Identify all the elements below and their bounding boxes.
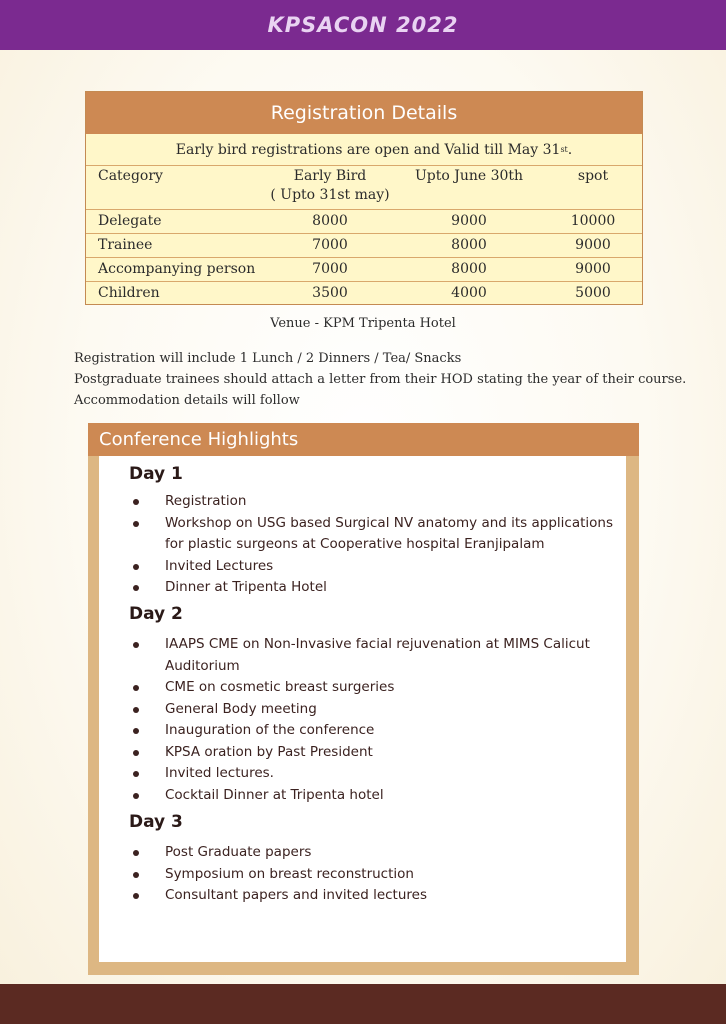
row-category: Accompanying person	[86, 258, 266, 282]
bullet-icon	[133, 564, 139, 570]
row-june: 8000	[394, 258, 544, 282]
list-item-text: Post Graduate papers	[165, 844, 312, 860]
list-item-continuation	[131, 534, 625, 556]
list-item	[131, 699, 625, 721]
bullet-icon	[133, 850, 139, 856]
day-3-heading: Day 3	[129, 812, 183, 832]
bullet-icon	[133, 685, 139, 691]
list-item	[131, 742, 625, 764]
bullet-icon	[133, 499, 139, 505]
row-june: 8000	[394, 234, 544, 258]
registration-fee-table	[86, 166, 642, 305]
top-banner	[0, 0, 726, 50]
day-2-list	[131, 634, 625, 806]
registration-notes	[74, 348, 714, 411]
registration-details-box	[85, 91, 643, 305]
list-item-text: Inauguration of the conference	[165, 722, 375, 738]
list-item	[131, 513, 625, 535]
row-june: 9000	[394, 210, 544, 234]
list-item	[131, 634, 625, 656]
row-spot: 5000	[575, 285, 611, 301]
registration-title: Registration Details	[86, 92, 642, 134]
list-item-text: Invited Lectures	[165, 557, 274, 574]
list-item	[131, 763, 625, 785]
day-2-heading: Day 2	[129, 604, 183, 624]
list-item-text: Auditorium	[165, 657, 240, 674]
early-bird-note	[86, 134, 642, 166]
early-bird-note-text: Early bird registrations are open and Valid till May 31	[175, 141, 561, 158]
list-item	[131, 677, 625, 699]
col-category: Category	[86, 166, 266, 210]
table-header-row	[86, 166, 642, 210]
row-spot: 10000	[544, 210, 642, 234]
bullet-icon	[133, 750, 139, 756]
col-spot: spot	[544, 166, 642, 210]
list-item-continuation	[131, 656, 625, 678]
row-early: 7000	[266, 258, 394, 282]
bottom-banner	[0, 984, 726, 1024]
col-upto-june: Upto June 30th	[394, 166, 544, 210]
highlights-title: Conference Highlights	[88, 423, 639, 456]
note-line: Postgraduate trainees should attach a letter from their HOD stating the year of their course.	[74, 372, 687, 387]
day-1-heading: Day 1	[129, 464, 183, 484]
list-item-text: Symposium on breast reconstruction	[165, 865, 414, 882]
bullet-icon	[133, 872, 139, 878]
row-june: 4000	[451, 285, 487, 301]
bullet-icon	[133, 642, 139, 648]
bullet-icon	[133, 707, 139, 713]
day-3-list	[131, 842, 625, 907]
event-title: KPSACON 2022	[267, 13, 459, 37]
highlights-content	[99, 456, 626, 962]
table-row	[86, 234, 642, 258]
list-item-text: IAAPS CME on Non-Invasive facial rejuvenation at MIMS Calicut	[165, 636, 590, 652]
col-early-bird-line1: Early Bird	[293, 168, 367, 184]
venue-text: Venue - KPM Tripenta Hotel	[270, 316, 456, 331]
list-item	[131, 864, 625, 886]
bullet-icon	[133, 585, 139, 591]
row-category: Delegate	[86, 210, 266, 234]
list-item	[131, 720, 625, 742]
list-item-text: General Body meeting	[165, 700, 317, 717]
table-row	[86, 258, 642, 282]
list-item-text: Consultant papers and invited lectures	[165, 887, 427, 903]
list-item	[131, 885, 625, 907]
early-bird-note-end: .	[567, 141, 573, 158]
row-early: 3500	[312, 285, 348, 301]
row-spot: 9000	[544, 234, 642, 258]
list-item-text: KPSA oration by Past President	[165, 743, 373, 760]
list-item-text: for plastic surgeons at Cooperative hospital Eranjipalam	[165, 536, 545, 552]
row-category: Children	[98, 285, 160, 301]
list-item	[131, 577, 625, 599]
row-early: 8000	[266, 210, 394, 234]
conference-highlights-box	[88, 423, 639, 975]
list-item	[131, 785, 625, 807]
list-item-text: CME on cosmetic breast surgeries	[165, 679, 395, 695]
row-spot: 9000	[544, 258, 642, 282]
list-item-text: Workshop on USG based Surgical NV anatomy and its applications	[165, 514, 614, 531]
list-item	[131, 556, 625, 578]
list-item-text: Invited lectures.	[165, 765, 274, 781]
row-category: Trainee	[86, 234, 266, 258]
table-row	[86, 210, 642, 234]
bullet-icon	[133, 771, 139, 777]
col-early-bird-line2: ( Upto 31st may)	[270, 187, 390, 203]
bullet-icon	[133, 521, 139, 527]
bullet-icon	[133, 728, 139, 734]
row-early: 7000	[266, 234, 394, 258]
bullet-icon	[133, 793, 139, 799]
list-item-text: Registration	[165, 493, 247, 509]
list-item-text: Cocktail Dinner at Tripenta hotel	[165, 786, 384, 803]
note-line: Accommodation details will follow	[74, 393, 300, 408]
note-line: Registration will include 1 Lunch / 2 Dinners / Tea/ Snacks	[74, 351, 462, 366]
day-1-list	[131, 491, 625, 599]
col-early-bird	[266, 166, 394, 210]
list-item	[131, 842, 625, 864]
table-row	[86, 282, 642, 306]
bullet-icon	[133, 893, 139, 899]
early-bird-note-sup: st	[560, 145, 568, 154]
list-item-text: Dinner at Tripenta Hotel	[165, 579, 327, 595]
list-item	[131, 491, 625, 513]
